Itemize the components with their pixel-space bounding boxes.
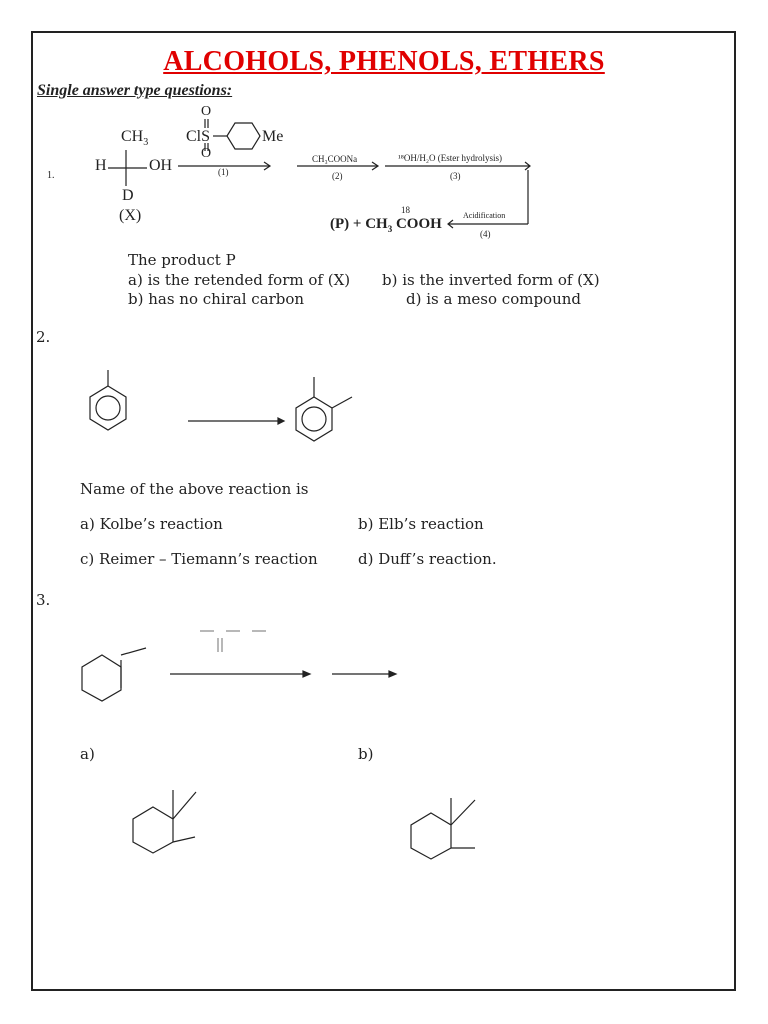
q2-xylene-structure (296, 377, 352, 441)
q1-reagent1-me: Me (262, 128, 284, 145)
q1-reagent1-o-top: O (201, 104, 212, 119)
q1-step3: (3) (450, 171, 461, 181)
q2-toluene-structure (90, 370, 126, 430)
q3-option-b-structure (411, 798, 475, 859)
q2-arrow-head (278, 418, 284, 424)
q2-number: 2. (36, 328, 51, 346)
q1-x-structure (108, 150, 147, 186)
q1-reagent1-cls: ClS (186, 128, 211, 145)
q1-step4: (4) (480, 229, 491, 239)
q2-option-b: b) Elb’s reaction (358, 515, 484, 533)
q3-number: 3. (36, 591, 51, 609)
q3-methylcyclohexene-structure (82, 648, 146, 701)
page-title: ALCOHOLS, PHENOLS, ETHERS (163, 46, 605, 77)
q1-reagent1-o-bottom: O (201, 146, 212, 161)
q1-x-label: (X) (119, 207, 142, 224)
q1-option-d: d) is a meso compound (406, 290, 582, 308)
q3-arrow-1-head (303, 671, 310, 677)
q1-reagent3: ¹⁸OH/H₂O (Ester hydrolysis) (398, 153, 502, 163)
q1-option-c: b) has no chiral carbon (128, 290, 305, 308)
q2-option-a: a) Kolbe’s reaction (80, 515, 223, 533)
q3-arrow-2-head (389, 671, 396, 677)
q3-option-a: a) (80, 745, 95, 763)
q1-step2: (2) (332, 171, 343, 181)
q2-stem: Name of the above reaction is (80, 480, 309, 498)
q1-tosyl-chloride-structure (205, 119, 260, 151)
q2-option-c: c) Reimer – Tiemann’s reaction (80, 550, 318, 568)
q1-x-oh: OH (149, 157, 173, 174)
q1-option-b: b) is the inverted form of (X) (382, 271, 600, 289)
q1-step1: (1) (218, 167, 229, 177)
q1-x-h: H (95, 157, 107, 174)
q1-reagent4: Acidification (463, 211, 506, 220)
q1-stem: The product P (128, 251, 236, 269)
q1-number: 1. (47, 170, 55, 181)
q1-x-d: D (122, 187, 134, 204)
q1-option-a: a) is the retended form of (X) (128, 271, 351, 289)
q3-reagent-marks (200, 631, 266, 652)
q2-option-d: d) Duff’s reaction. (358, 550, 497, 568)
q1-product-18: 18 (401, 205, 410, 215)
q3-option-a-structure (133, 790, 196, 853)
q1-reagent2: CH₃COONa (312, 154, 358, 164)
q3-option-b: b) (358, 745, 374, 763)
section-subtitle: Single answer type questions: (37, 82, 233, 99)
q1-x-ch3: $CH_3$ (121, 128, 149, 149)
q1-product: $(P) + CH_3$ COOH (330, 216, 442, 234)
